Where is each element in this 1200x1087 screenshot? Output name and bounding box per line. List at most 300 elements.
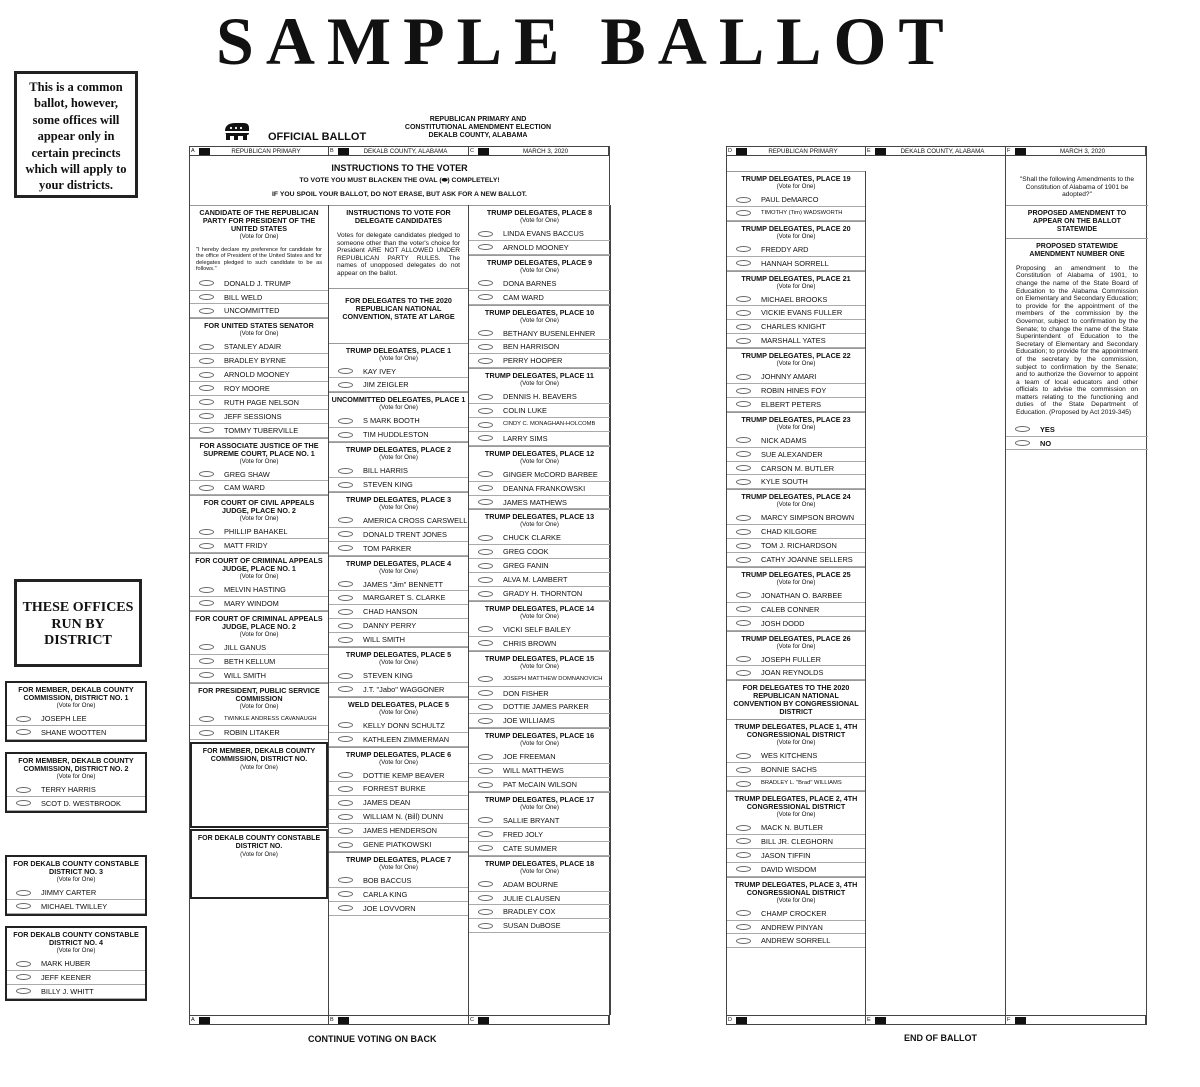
oval-icon[interactable] <box>736 606 751 612</box>
candidate-option[interactable] <box>469 919 610 933</box>
oval-icon[interactable] <box>736 543 751 549</box>
oval-icon[interactable] <box>736 620 751 626</box>
district-contest <box>5 681 147 742</box>
contest-title: FOR DELEGATES TO THE 2020 REPUBLICAN NATIONAL CONVENTION BY CONGRESSIONAL DISTRICT <box>733 683 859 717</box>
candidate-option[interactable] <box>727 821 865 835</box>
oval-icon[interactable] <box>736 924 751 930</box>
candidate-option[interactable] <box>727 617 865 631</box>
candidate-option[interactable] <box>329 464 468 478</box>
candidate-option[interactable] <box>190 583 328 597</box>
oval-icon[interactable] <box>478 549 493 555</box>
candidate-option[interactable] <box>469 531 610 545</box>
candidate-option[interactable] <box>469 673 610 687</box>
candidate-option[interactable] <box>727 934 865 948</box>
oval-icon[interactable] <box>736 401 751 407</box>
oval-icon[interactable] <box>478 435 493 441</box>
oval-icon[interactable] <box>338 673 353 679</box>
candidate-option[interactable] <box>727 849 865 863</box>
candidate-option[interactable] <box>7 985 145 999</box>
candidate-option[interactable] <box>329 578 468 592</box>
oval-icon[interactable] <box>478 394 493 400</box>
candidate-option[interactable] <box>190 396 328 410</box>
candidate-option[interactable] <box>727 525 865 539</box>
amendment-no-option[interactable] <box>1006 437 1148 451</box>
candidate-option[interactable] <box>727 207 865 221</box>
contest-title: TRUMP DELEGATES, PLACE 7 <box>345 854 452 864</box>
oval-icon[interactable] <box>478 563 493 569</box>
oval-icon[interactable] <box>736 260 751 266</box>
oval-icon[interactable] <box>736 592 751 598</box>
candidate-option[interactable] <box>469 700 610 714</box>
oval-icon[interactable] <box>338 609 353 615</box>
candidate-name: DON FISHER <box>503 688 549 698</box>
oval-icon[interactable] <box>736 767 751 773</box>
candidate-option[interactable] <box>727 384 865 398</box>
candidate-option[interactable] <box>190 655 328 669</box>
oval-icon[interactable] <box>478 330 493 336</box>
candidate-option[interactable] <box>727 511 865 525</box>
oval-icon[interactable] <box>736 515 751 521</box>
candidate-option[interactable] <box>7 712 145 726</box>
oval-icon[interactable] <box>199 529 214 535</box>
contest-header <box>469 856 610 878</box>
candidate-option[interactable] <box>469 291 610 305</box>
candidate-option[interactable] <box>329 733 468 747</box>
candidate-option[interactable] <box>329 542 468 556</box>
candidate-option[interactable] <box>469 892 610 906</box>
oval-icon[interactable] <box>199 413 214 419</box>
oval-icon[interactable] <box>478 231 493 237</box>
candidate-option[interactable] <box>469 750 610 764</box>
candidate-option[interactable] <box>190 277 328 291</box>
candidate-option[interactable] <box>329 888 468 902</box>
candidate-option[interactable] <box>190 669 328 683</box>
oval-icon[interactable] <box>478 408 493 414</box>
contest-header <box>190 438 328 468</box>
oval-icon[interactable] <box>199 485 214 491</box>
candidate-option[interactable] <box>190 726 328 740</box>
amendment-yes-option[interactable] <box>1006 423 1148 437</box>
oval-icon[interactable] <box>338 722 353 728</box>
candidate-name: ARNOLD MOONEY <box>224 370 290 380</box>
oval-icon[interactable] <box>338 623 353 629</box>
contest-header <box>329 647 468 669</box>
candidate-option[interactable] <box>190 340 328 354</box>
candidate-option[interactable] <box>727 749 865 763</box>
candidate-option[interactable] <box>469 587 610 601</box>
candidate-option[interactable] <box>329 769 468 783</box>
candidate-option[interactable] <box>469 814 610 828</box>
amendment-number: PROPOSED STATEWIDE AMENDMENT NUMBER ONE <box>1006 238 1148 263</box>
vote-for-one: (Vote for One) <box>379 454 418 462</box>
candidate-option[interactable] <box>727 475 865 489</box>
oval-icon[interactable] <box>478 831 493 837</box>
candidate-option[interactable] <box>727 763 865 777</box>
candidate-option[interactable] <box>329 810 468 824</box>
oval-icon[interactable] <box>199 730 214 736</box>
oval-icon[interactable] <box>199 358 214 364</box>
oval-icon[interactable] <box>478 358 493 364</box>
oval-icon[interactable] <box>199 294 214 300</box>
oval-icon[interactable] <box>736 852 751 858</box>
oval-icon[interactable] <box>478 754 493 760</box>
candidate-option[interactable] <box>469 559 610 573</box>
oval-icon[interactable] <box>736 210 751 216</box>
candidate-option[interactable] <box>329 782 468 796</box>
candidate-option[interactable] <box>727 921 865 935</box>
candidate-option[interactable] <box>190 468 328 482</box>
candidate-option[interactable] <box>469 764 610 778</box>
oval-icon[interactable] <box>736 670 751 676</box>
oval-icon[interactable] <box>338 531 353 537</box>
oval-icon[interactable] <box>16 890 31 896</box>
oval-icon[interactable] <box>478 244 493 250</box>
oval-icon[interactable] <box>199 672 214 678</box>
oval-icon[interactable] <box>736 437 751 443</box>
oval-icon[interactable] <box>338 814 353 820</box>
oval-icon[interactable] <box>736 451 751 457</box>
candidate-option[interactable] <box>469 482 610 496</box>
contest-title: TRUMP DELEGATES, PLACE 6 <box>345 749 452 759</box>
oval-icon[interactable] <box>478 782 493 788</box>
oval-icon[interactable] <box>338 545 353 551</box>
oval-icon[interactable] <box>338 877 353 883</box>
candidate-option[interactable] <box>727 553 865 567</box>
oval-icon[interactable] <box>338 382 353 388</box>
contest-title: FOR COURT OF CRIMINAL APPEALS JUDGE, PLACE NO. 2 <box>195 613 323 631</box>
oval-icon[interactable] <box>736 197 751 203</box>
candidate-name: ALVA M. LAMBERT <box>503 575 568 585</box>
candidate-option[interactable] <box>329 605 468 619</box>
oval-icon[interactable] <box>736 825 751 831</box>
candidate-option[interactable] <box>469 468 610 482</box>
oval-icon[interactable] <box>736 465 751 471</box>
candidate-option[interactable] <box>329 528 468 542</box>
oval-icon[interactable] <box>338 368 353 374</box>
oval-icon[interactable] <box>16 961 31 967</box>
oval-icon[interactable] <box>338 517 353 523</box>
oval-icon[interactable] <box>199 644 214 650</box>
oval-icon[interactable] <box>478 485 493 491</box>
candidate-option[interactable] <box>727 448 865 462</box>
oval-icon[interactable] <box>478 895 493 901</box>
oval-icon[interactable] <box>736 529 751 535</box>
oval-icon[interactable] <box>478 718 493 724</box>
oval-icon[interactable] <box>736 866 751 872</box>
candidate-option[interactable] <box>727 293 865 307</box>
candidate-option[interactable] <box>727 777 865 791</box>
candidate-option[interactable] <box>329 428 468 442</box>
candidate-option[interactable] <box>329 719 468 733</box>
candidate-option[interactable] <box>469 905 610 919</box>
candidate-option[interactable] <box>329 902 468 916</box>
candidate-option[interactable] <box>190 525 328 539</box>
timing-mark <box>478 1017 489 1024</box>
oval-icon[interactable] <box>478 280 493 286</box>
candidate-option[interactable] <box>727 434 865 448</box>
oval-icon[interactable] <box>338 581 353 587</box>
oval-icon[interactable] <box>736 296 751 302</box>
vote-for-one: (Vote for One) <box>240 765 278 772</box>
oval-icon[interactable] <box>338 595 353 601</box>
oval-icon[interactable] <box>478 577 493 583</box>
candidate-option[interactable] <box>190 713 328 727</box>
candidate-option[interactable] <box>727 863 865 877</box>
oval-icon[interactable] <box>338 432 353 438</box>
candidate-option[interactable] <box>329 365 468 379</box>
candidate-option[interactable] <box>469 227 610 241</box>
oval-icon[interactable] <box>478 422 493 428</box>
candidate-option[interactable] <box>190 410 328 424</box>
contest-title: TRUMP DELEGATES, PLACE 14 <box>484 603 595 613</box>
oval-icon[interactable] <box>16 988 31 994</box>
candidate-option[interactable] <box>7 886 145 900</box>
candidate-option[interactable] <box>190 597 328 611</box>
candidate-option[interactable] <box>469 277 610 291</box>
candidate-option[interactable] <box>469 828 610 842</box>
oval-icon[interactable] <box>16 903 31 909</box>
oval-icon[interactable] <box>199 600 214 606</box>
contest-header <box>329 343 468 365</box>
oval-icon[interactable] <box>338 891 353 897</box>
candidate-option[interactable] <box>469 404 610 418</box>
oval-icon[interactable] <box>478 626 493 632</box>
oval-icon[interactable] <box>199 658 214 664</box>
column-bar <box>1006 147 1146 156</box>
oval-icon[interactable] <box>736 374 751 380</box>
candidate-option[interactable] <box>469 418 610 432</box>
candidate-option[interactable] <box>469 573 610 587</box>
contest-header <box>329 747 468 769</box>
candidate-option[interactable] <box>329 824 468 838</box>
oval-icon[interactable] <box>478 591 493 597</box>
candidate-option[interactable] <box>727 653 865 667</box>
candidate-option[interactable] <box>727 334 865 348</box>
oval-icon[interactable] <box>16 716 31 722</box>
oval-icon[interactable] <box>16 729 31 735</box>
bar-label: REPUBLICAN PRIMARY <box>768 148 838 155</box>
candidate-option[interactable] <box>190 368 328 382</box>
vote-for-one: (Vote for One) <box>776 360 816 368</box>
oval-icon[interactable] <box>16 974 31 980</box>
oval-icon[interactable] <box>199 385 214 391</box>
candidate-option[interactable] <box>190 481 328 495</box>
candidate-option[interactable] <box>190 354 328 368</box>
oval-icon[interactable] <box>736 938 751 944</box>
oval-icon[interactable] <box>478 881 493 887</box>
candidate-option[interactable] <box>727 539 865 553</box>
timing-mark <box>736 148 747 155</box>
oval-icon[interactable] <box>338 418 353 424</box>
candidate-option[interactable] <box>469 354 610 368</box>
candidate-option[interactable] <box>329 669 468 683</box>
candidate-option[interactable] <box>190 291 328 305</box>
column-bar <box>866 1015 1006 1024</box>
vote-for-one: (Vote for One) <box>520 316 559 324</box>
candidate-option[interactable] <box>727 603 865 617</box>
candidate-option[interactable] <box>329 838 468 852</box>
amendment-heading: PROPOSED AMENDMENT TO APPEAR ON THE BALLOT STATEWIDE <box>1006 205 1148 238</box>
oval-icon[interactable] <box>199 716 214 722</box>
oval-icon[interactable] <box>478 845 493 851</box>
candidate-option[interactable] <box>727 370 865 384</box>
candidate-name: JILL GANUS <box>224 642 267 652</box>
oval-icon[interactable] <box>199 471 214 477</box>
contest-header <box>469 305 610 327</box>
oval-icon[interactable] <box>338 905 353 911</box>
oval-icon[interactable] <box>199 344 214 350</box>
column-bar <box>469 1015 609 1024</box>
oval-icon[interactable] <box>478 471 493 477</box>
oval-icon[interactable] <box>478 704 493 710</box>
candidate-option[interactable] <box>7 971 145 985</box>
candidate-option[interactable] <box>727 306 865 320</box>
oval-icon[interactable] <box>736 388 751 394</box>
candidate-option[interactable] <box>329 633 468 647</box>
oval-icon[interactable] <box>736 246 751 252</box>
delegate-instructions <box>329 205 468 228</box>
contest-title: TRUMP DELEGATES, PLACE 3, 4TH CONGRESSIONAL DISTRICT <box>734 879 858 897</box>
candidate-option[interactable] <box>7 957 145 971</box>
candidate-option[interactable] <box>727 257 865 271</box>
oval-icon[interactable] <box>199 587 214 593</box>
candidate-option[interactable] <box>727 320 865 334</box>
oval-icon[interactable] <box>338 686 353 692</box>
oval-icon[interactable] <box>199 543 214 549</box>
oval-icon[interactable] <box>338 772 353 778</box>
candidate-option[interactable] <box>469 241 610 255</box>
candidate-option[interactable] <box>329 683 468 697</box>
candidate-option[interactable] <box>727 589 865 603</box>
candidate-name: VICKIE EVANS FULLER <box>761 308 843 318</box>
candidate-option[interactable] <box>190 304 328 318</box>
candidate-name: MICHAEL TWILLEY <box>41 901 108 911</box>
candidate-option[interactable] <box>727 666 865 680</box>
oval-icon[interactable] <box>199 280 214 286</box>
column-bar <box>727 147 866 156</box>
oval-icon[interactable] <box>338 842 353 848</box>
oval-icon[interactable] <box>478 817 493 823</box>
oval-icon[interactable] <box>478 344 493 350</box>
oval-icon[interactable] <box>338 482 353 488</box>
oval-icon[interactable] <box>1015 440 1030 446</box>
candidate-option[interactable] <box>7 783 145 797</box>
candidate-option[interactable] <box>329 796 468 810</box>
candidate-option[interactable] <box>469 496 610 510</box>
candidate-option[interactable] <box>727 193 865 207</box>
candidate-name: DONA BARNES <box>503 278 557 288</box>
candidate-option[interactable] <box>469 545 610 559</box>
candidate-option[interactable] <box>469 714 610 728</box>
oval-icon[interactable] <box>1015 426 1030 432</box>
oval-icon[interactable] <box>478 676 493 682</box>
oval-icon[interactable] <box>199 308 214 314</box>
oval-icon[interactable] <box>736 753 751 759</box>
candidate-option[interactable] <box>727 398 865 412</box>
oval-icon[interactable] <box>478 499 493 505</box>
candidate-option[interactable] <box>727 462 865 476</box>
oval-icon[interactable] <box>199 399 214 405</box>
vote-for-one: (Vote for One) <box>776 642 816 650</box>
oval-icon[interactable] <box>338 800 353 806</box>
candidate-option[interactable] <box>469 327 610 341</box>
candidate-option[interactable] <box>7 726 145 740</box>
contest-header <box>727 791 865 821</box>
oval-icon[interactable] <box>736 479 751 485</box>
candidate-option[interactable] <box>727 243 865 257</box>
oval-icon[interactable] <box>16 800 31 806</box>
candidate-option[interactable] <box>469 390 610 404</box>
ballot-column-blank <box>866 156 1006 1015</box>
oval-icon[interactable] <box>199 427 214 433</box>
candidate-option[interactable] <box>190 539 328 553</box>
candidate-option[interactable] <box>7 797 145 811</box>
oval-icon[interactable] <box>478 768 493 774</box>
candidate-option[interactable] <box>329 378 468 392</box>
oval-icon[interactable] <box>338 828 353 834</box>
oval-icon[interactable] <box>478 535 493 541</box>
candidate-option[interactable] <box>329 478 468 492</box>
oval-icon[interactable] <box>736 338 751 344</box>
oval-icon[interactable] <box>736 324 751 330</box>
oval-icon[interactable] <box>478 909 493 915</box>
candidate-name: JAMES HENDERSON <box>363 826 437 836</box>
oval-icon[interactable] <box>338 786 353 792</box>
oval-icon[interactable] <box>478 923 493 929</box>
oval-icon[interactable] <box>736 310 751 316</box>
candidate-option[interactable] <box>190 641 328 655</box>
candidate-option[interactable] <box>190 424 328 438</box>
candidate-option[interactable] <box>469 878 610 892</box>
oval-icon[interactable] <box>736 838 751 844</box>
oval-icon[interactable] <box>736 656 751 662</box>
candidate-option[interactable] <box>329 591 468 605</box>
oval-icon[interactable] <box>478 640 493 646</box>
oval-icon[interactable] <box>199 372 214 378</box>
candidate-option[interactable] <box>469 842 610 856</box>
candidate-option[interactable] <box>469 687 610 701</box>
oval-icon[interactable] <box>736 781 751 787</box>
candidate-option[interactable] <box>329 414 468 428</box>
candidate-option[interactable] <box>329 619 468 633</box>
candidate-option[interactable] <box>190 382 328 396</box>
oval-icon[interactable] <box>338 468 353 474</box>
candidate-option[interactable] <box>469 623 610 637</box>
oval-icon[interactable] <box>338 637 353 643</box>
candidate-option[interactable] <box>727 907 865 921</box>
candidate-option[interactable] <box>727 835 865 849</box>
candidate-option[interactable] <box>469 637 610 651</box>
oval-icon[interactable] <box>736 557 751 563</box>
column-bar <box>190 147 329 156</box>
contest-title: FOR DEKALB COUNTY CONSTABLE DISTRICT NO. 3 <box>13 859 139 876</box>
candidate-name: MICHAEL BROOKS <box>761 294 828 304</box>
candidate-option[interactable] <box>469 340 610 354</box>
vote-for-one: (Vote for One) <box>520 612 559 620</box>
candidate-option[interactable] <box>329 874 468 888</box>
oval-icon[interactable] <box>338 736 353 742</box>
ballot-back <box>726 146 1147 1025</box>
oval-icon[interactable] <box>478 690 493 696</box>
candidate-option[interactable] <box>469 778 610 792</box>
candidate-option[interactable] <box>7 900 145 914</box>
oval-icon[interactable] <box>16 787 31 793</box>
oval-icon[interactable] <box>478 294 493 300</box>
candidate-option[interactable] <box>469 432 610 446</box>
oval-icon[interactable] <box>736 910 751 916</box>
column-letter: C <box>470 148 474 154</box>
candidate-option[interactable] <box>329 514 468 528</box>
